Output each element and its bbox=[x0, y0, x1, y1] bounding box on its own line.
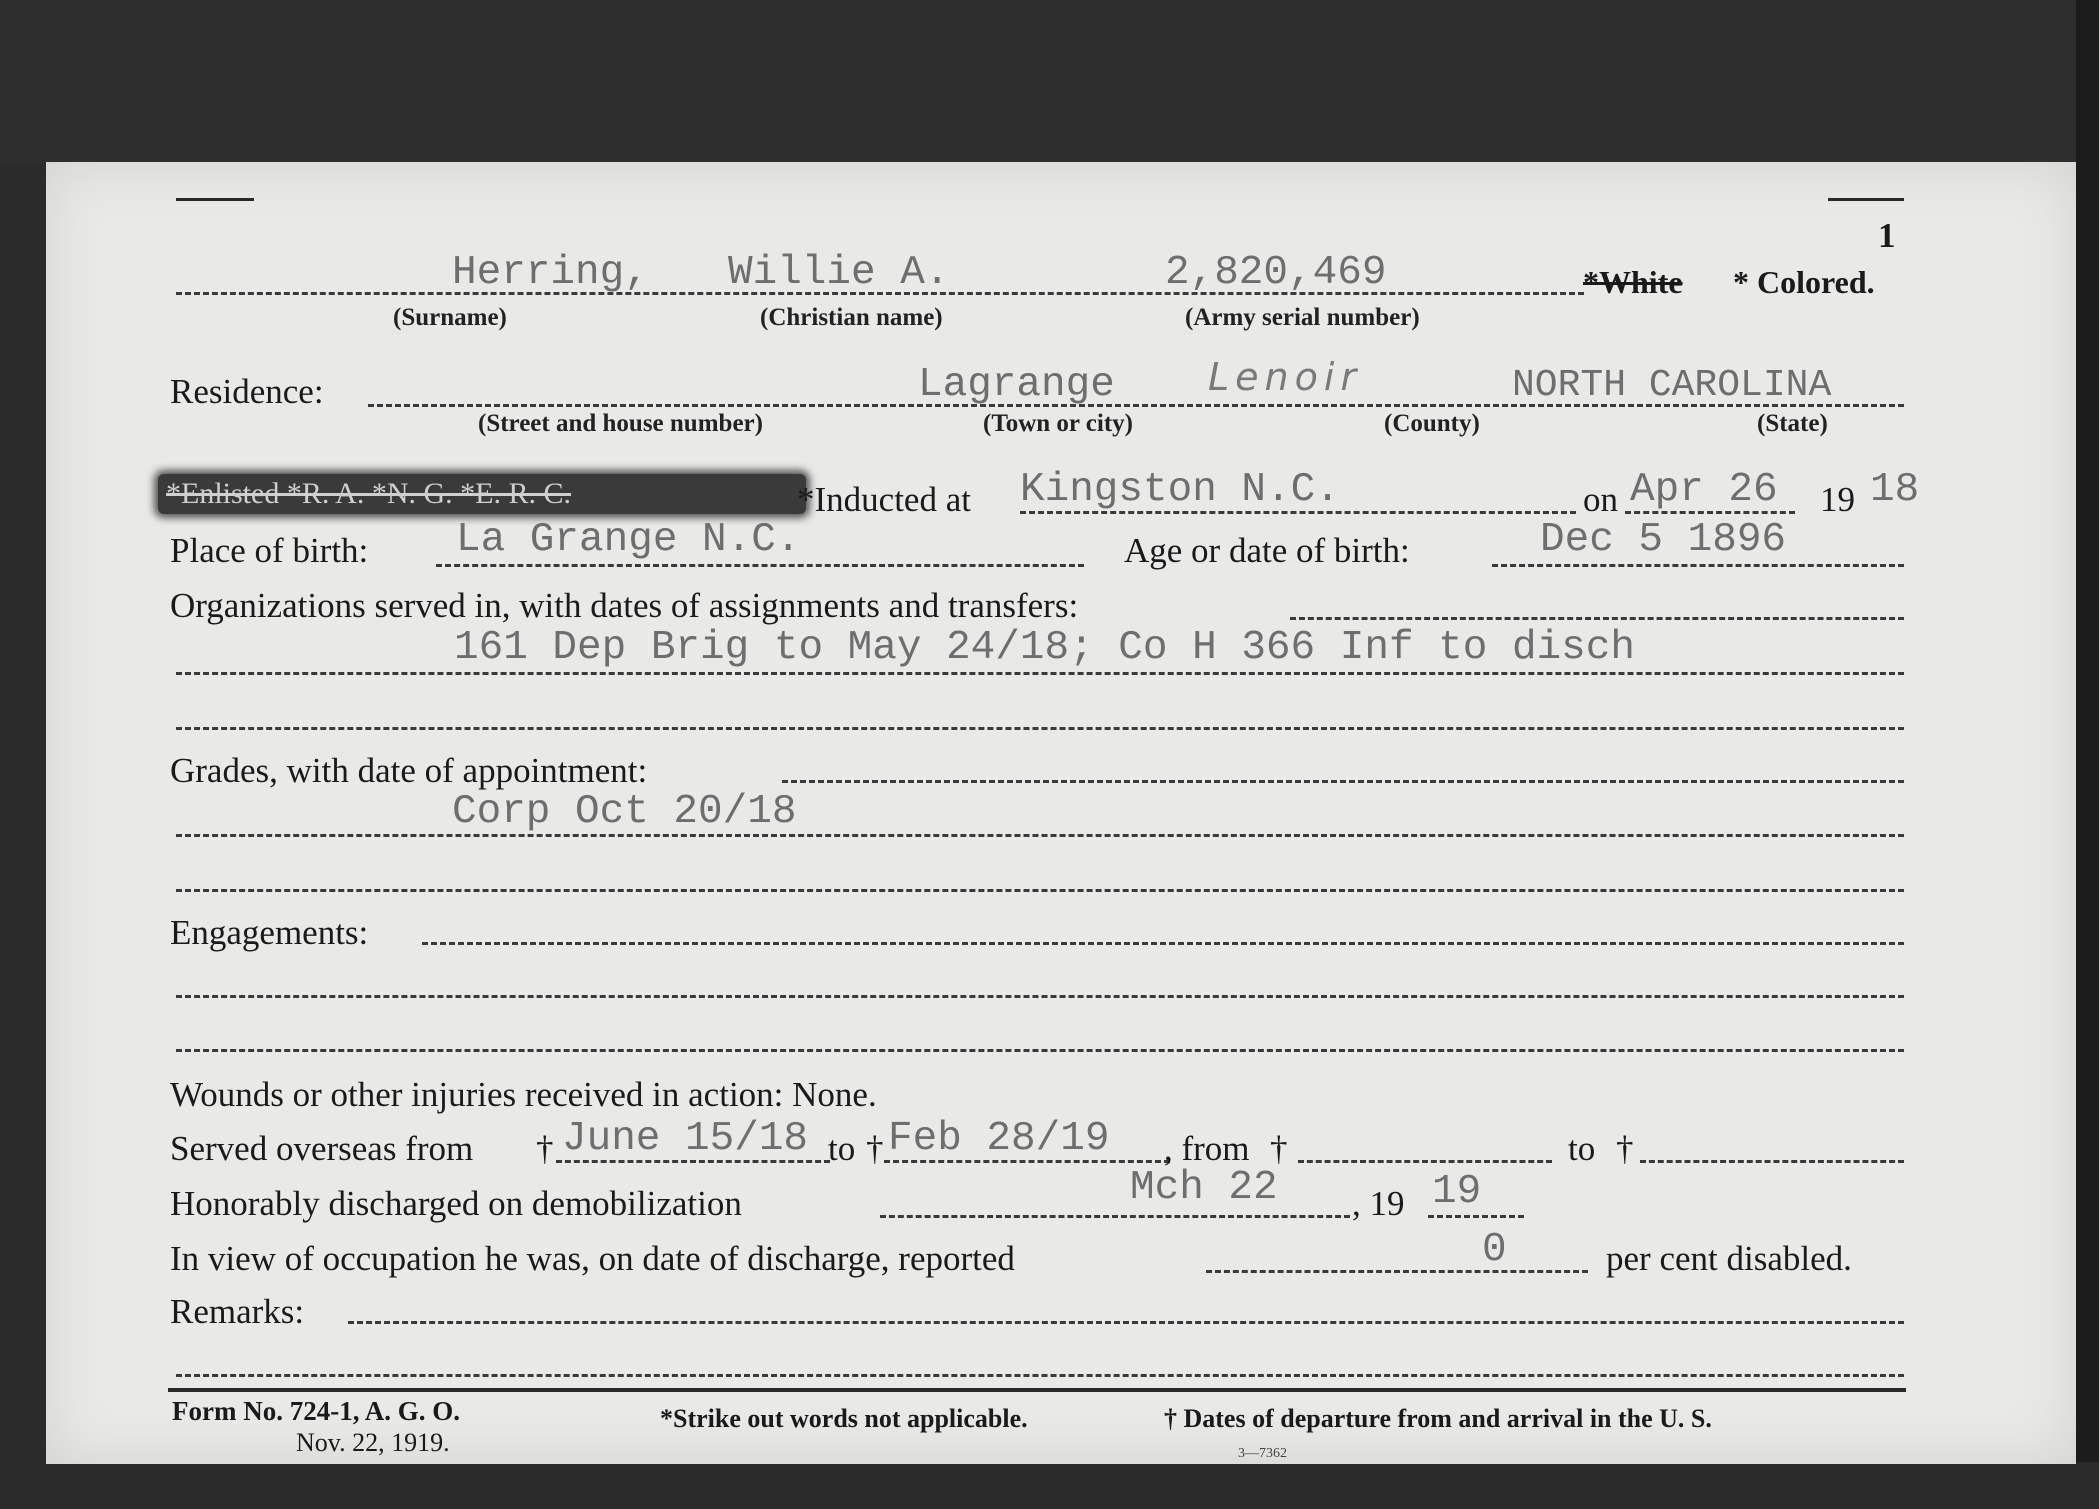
overseas-to-value: Feb 28/19 bbox=[888, 1116, 1110, 1162]
disability-value: 0 bbox=[1482, 1227, 1507, 1273]
race-colored: * Colored. bbox=[1733, 264, 1875, 300]
residence-county-value: Lenoir bbox=[1208, 355, 1363, 399]
birth-place-value: La Grange N.C. bbox=[456, 517, 801, 563]
engagements-line-2 bbox=[176, 995, 1904, 998]
grades-line-1 bbox=[782, 780, 1904, 783]
overseas-dagger-1: † bbox=[536, 1129, 554, 1168]
residence-label: Residence: bbox=[170, 372, 324, 411]
overseas-to-line bbox=[884, 1160, 1170, 1163]
grades-value: Corp Oct 20/18 bbox=[452, 789, 797, 835]
grades-line-2 bbox=[176, 834, 1904, 837]
residence-town-value: Lagrange bbox=[918, 362, 1115, 408]
christian-name-label: (Christian name) bbox=[760, 304, 943, 331]
overseas-dagger-3: † bbox=[1270, 1129, 1288, 1168]
remarks-label: Remarks: bbox=[170, 1292, 305, 1331]
inducted-place-value: Kingston N.C. bbox=[1020, 467, 1340, 513]
organizations-value: 161 Dep Brig to May 24/18; Co H 366 Inf to disch bbox=[454, 625, 1635, 671]
inducted-place-line bbox=[1020, 511, 1576, 514]
scan-background-bottom bbox=[0, 1462, 2099, 1509]
discharge-year-line bbox=[1428, 1215, 1524, 1218]
county-label: (County) bbox=[1384, 410, 1480, 437]
remarks-line-2 bbox=[176, 1374, 1904, 1377]
scan-background-top bbox=[0, 0, 2099, 165]
overseas-to2-line bbox=[1640, 1160, 1904, 1163]
town-label: (Town or city) bbox=[983, 410, 1133, 437]
residence-state-value: NORTH CAROLINA bbox=[1512, 364, 1832, 407]
inducted-label: *Inducted at bbox=[797, 480, 971, 519]
street-label: (Street and house number) bbox=[478, 410, 763, 437]
overseas-dagger-4: † bbox=[1616, 1129, 1634, 1168]
grades-label: Grades, with date of appointment: bbox=[170, 751, 648, 790]
overseas-from2-line bbox=[1298, 1160, 1552, 1163]
print-code: 3—7362 bbox=[1238, 1446, 1287, 1461]
birth-place-label: Place of birth: bbox=[170, 531, 369, 570]
organizations-label: Organizations served in, with dates of assignments and transfers: bbox=[170, 586, 1079, 625]
discharge-year-prefix: , 19 bbox=[1352, 1184, 1405, 1223]
disability-line bbox=[1206, 1270, 1588, 1273]
discharge-year-suffix: 19 bbox=[1432, 1169, 1482, 1215]
residence-line bbox=[368, 404, 1904, 407]
dates-note: † Dates of departure from and arrival in the U. S. bbox=[1164, 1404, 1712, 1433]
overseas-from-value: June 15/18 bbox=[562, 1116, 809, 1162]
serial-number-label: (Army serial number) bbox=[1185, 304, 1420, 331]
overseas-from-line bbox=[556, 1160, 830, 1163]
organizations-line-1 bbox=[1290, 617, 1904, 620]
overseas-dagger-2: † bbox=[866, 1129, 884, 1168]
overseas-from2-label: , from bbox=[1164, 1129, 1250, 1168]
engagements-line-3 bbox=[176, 1049, 1904, 1052]
overseas-to2-label: to bbox=[1568, 1129, 1596, 1168]
form-date: Nov. 22, 1919. bbox=[296, 1428, 450, 1457]
engagements-line-1 bbox=[422, 942, 1904, 945]
overseas-label: Served overseas from bbox=[170, 1129, 474, 1168]
birth-date-line bbox=[1492, 564, 1904, 567]
overseas-to-label: to bbox=[828, 1129, 856, 1168]
name-line bbox=[176, 292, 1584, 295]
inducted-date-line bbox=[1625, 511, 1795, 514]
form-number: Form No. 724-1, A. G. O. bbox=[172, 1396, 460, 1426]
inducted-date-value: Apr 26 bbox=[1630, 467, 1778, 513]
scan-background-right bbox=[2076, 0, 2099, 1509]
birth-place-line bbox=[436, 564, 1084, 567]
grades-line-3 bbox=[176, 889, 1904, 892]
inducted-year-suffix: 18 bbox=[1870, 467, 1920, 513]
wounds-label: Wounds or other injuries received in action: None. bbox=[170, 1075, 877, 1114]
birth-date-value: Dec 5 1896 bbox=[1540, 517, 1787, 563]
organizations-line-3 bbox=[176, 727, 1904, 730]
engagements-label: Engagements: bbox=[170, 913, 369, 952]
state-label: (State) bbox=[1757, 410, 1828, 437]
surname-label: (Surname) bbox=[393, 304, 507, 331]
race-white-text: *White bbox=[1583, 264, 1683, 300]
top-right-rule bbox=[1828, 198, 1904, 201]
footer-rule bbox=[168, 1388, 1906, 1392]
serial-number-value: 2,820,469 bbox=[1165, 250, 1387, 296]
surname-value: Herring, bbox=[452, 250, 649, 296]
disability-suffix: per cent disabled. bbox=[1606, 1239, 1852, 1278]
inducted-on-label: on bbox=[1583, 480, 1618, 519]
discharge-date-value: Mch 22 bbox=[1130, 1165, 1278, 1211]
disability-label: In view of occupation he was, on date of discharge, reported bbox=[170, 1239, 1015, 1278]
struck-enlistment-text: *Enlisted *R. A. *N. G. *E. R. C. bbox=[166, 477, 572, 510]
struck-enlistment-options bbox=[158, 474, 806, 514]
top-left-rule bbox=[176, 198, 254, 201]
organizations-line-2 bbox=[176, 672, 1904, 675]
discharge-date-line bbox=[880, 1215, 1350, 1218]
race-white-struck bbox=[1583, 266, 1683, 298]
birth-date-label: Age or date of birth: bbox=[1124, 531, 1410, 570]
remarks-line-1 bbox=[348, 1321, 1904, 1324]
strike-note: *Strike out words not applicable. bbox=[660, 1404, 1028, 1433]
card-number: 1 bbox=[1878, 216, 1896, 255]
christian-name-value: Willie A. bbox=[728, 250, 950, 296]
inducted-year-prefix: 19 bbox=[1820, 480, 1855, 519]
discharge-label: Honorably discharged on demobilization bbox=[170, 1184, 742, 1223]
